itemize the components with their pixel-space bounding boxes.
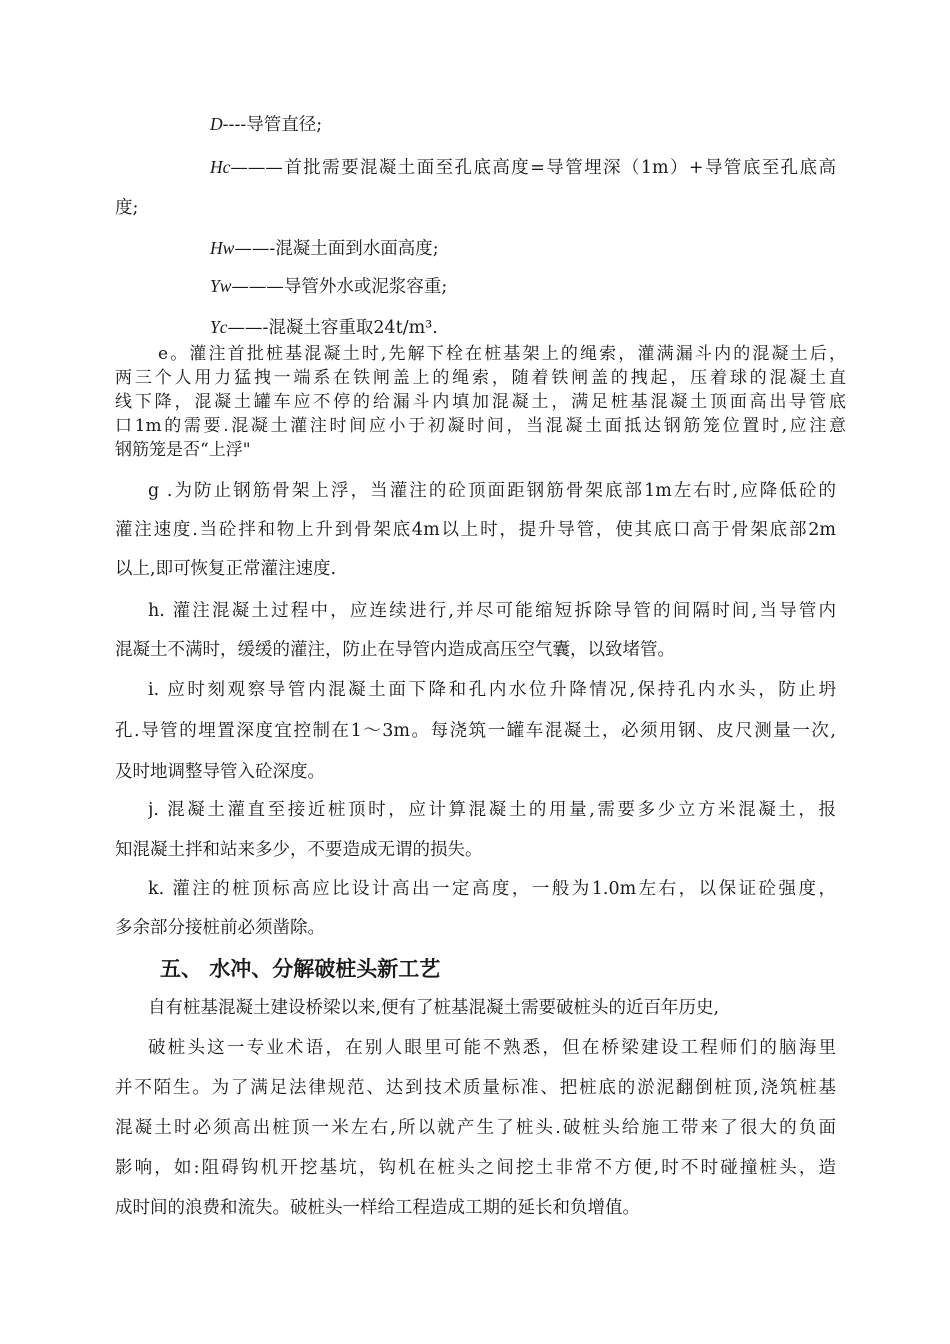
- paragraph-e-line: e。灌注首批桩基混凝土时,先解下栓在桩基架上的绳索，灌满漏斗内的混凝土后，: [158, 344, 846, 364]
- paragraph-k-line: k. 灌注的桩顶标高应比设计高出一定高度，一般为1.0m左右，以保证砼强度，: [148, 879, 836, 899]
- paragraph-h-line: h. 灌注混凝土过程中，应连续进行,并尽可能缩短拆除导管的间隔时间,当导管内: [148, 601, 836, 621]
- definition-yw: [210, 274, 447, 299]
- definition-text: 度;: [115, 198, 139, 218]
- variable-symbol: Hc: [210, 157, 231, 177]
- variable-symbol: Yw: [210, 276, 232, 296]
- last-paragraph-line: 成时间的浪费和流失。破桩头一样给工程造成工期的延长和负增值。: [115, 1198, 640, 1218]
- last-paragraph-line: 并不陌生。为了满足法律规范、达到技术质量标准、把桩底的淤泥翻倒桩顶,浇筑桩基: [115, 1078, 836, 1098]
- paragraph-i-line: 孔.导管的埋置深度宜控制在1～3m。每浇筑一罐车混凝土，必须用钢、皮尺测量一次,: [115, 721, 836, 741]
- intro-paragraph-line: 自有桩基混凝土建设桥梁以来,便有了桩基混凝土需要破桩头的近百年历史,: [148, 998, 720, 1018]
- paragraph-g-line: g .为防止钢筋骨架上浮，当灌注的砼顶面距钢筋骨架底部1m左右时,应降低砼的: [148, 481, 836, 501]
- paragraph-j-line: j. 混凝土灌直至接近桩顶时，应计算混凝土的用量,需要多少立方米混凝土，报: [148, 800, 836, 820]
- paragraph-g-line: 以上,即可恢复正常灌注速度.: [115, 559, 337, 579]
- last-paragraph-line: 影响，如:阻碍钩机开挖基坑，钩机在桩头之间挖土非常不方便,时不时碰撞桩头，造: [115, 1158, 836, 1178]
- paragraph-e-line: 线下降，混凝土罐车应不停的给漏斗内填加混凝土，满足桩基混凝土顶面高出导管底: [115, 392, 846, 412]
- paragraph-k-line: 多余部分接桩前必须凿除。: [115, 918, 325, 938]
- definition-text: ----导管直径;: [222, 115, 323, 135]
- definition-text: ———首批需要混凝土面至孔底高度=导管埋深（1m）+导管底至孔底高: [230, 158, 836, 178]
- paragraph-j-line: 知混凝土拌和站来多少，不要造成无谓的损失。: [115, 840, 483, 860]
- variable-symbol: D: [210, 114, 223, 134]
- variable-symbol: Yc: [210, 317, 228, 337]
- paragraph-g-line: 灌注速度.当砼拌和物上升到骨架底4m以上时，提升导管，使其底口高于骨架底部2m: [115, 520, 836, 540]
- definition-yc: [210, 315, 438, 340]
- definition-hw: [210, 236, 439, 261]
- last-paragraph-line: 混凝土时必须高出桩顶一米左右,所以就产生了桩头.破桩头给施工带来了很大的负面: [115, 1118, 836, 1138]
- definition-text: ——-混凝土面到水面高度;: [234, 239, 439, 259]
- paragraph-e-line: 口1m的需要.混凝土灌注时间应小于初凝时间，当混凝土面抵达钢筋笼位置时,应注意: [115, 416, 846, 436]
- paragraph-i-line: 及时地调整导管入砼深度。: [115, 762, 325, 782]
- definition-hc-continuation: [115, 196, 138, 220]
- paragraph-e-line: 两三个人用力猛拽一端系在铁闸盖上的绳索，随着铁闸盖的拽起，压着球的混凝土直: [115, 368, 846, 388]
- definition-d: [210, 112, 322, 137]
- variable-symbol: Hw: [210, 238, 235, 258]
- definition-hc: [210, 155, 836, 180]
- definition-text: ———导管外水或泥浆容重;: [231, 277, 448, 297]
- paragraph-e-line: 钢筋笼是否“上浮": [115, 440, 251, 460]
- last-paragraph-line: 破桩头这一专业术语，在别人眼里可能不熟悉，但在桥梁建设工程师们的脑海里: [148, 1038, 836, 1058]
- section-heading: 五、 水冲、分解破桩头新工艺: [160, 957, 441, 981]
- paragraph-i-line: i. 应时刻观察导管内混凝土面下降和孔内水位升降情况,保持孔内水头，防止坍: [148, 680, 836, 700]
- definition-text: ——-混凝土容重取24t/m³.: [227, 318, 438, 338]
- paragraph-h-line: 混凝土不满时，缓缓的灌注，防止在导管内造成高压空气囊，以致堵管。: [115, 640, 675, 660]
